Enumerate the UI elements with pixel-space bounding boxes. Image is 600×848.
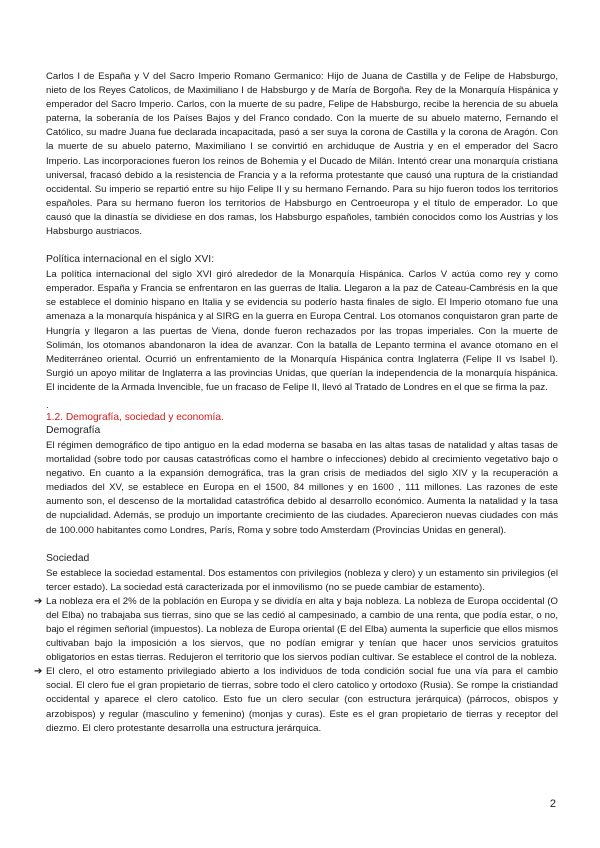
politica-paragraph: La política internacional del siglo XVI giró alrededor de la Monarquía Hispánica. Carlos V actúa como rey y como emperador. España y Francia se enfrentaron en las guerras de Italia. Llegaron a la paz de Cateau-Cambrésis en la que se establece el dominio hispano en Italia y se evidencia su poderío hasta finales de siglo. El Imperio otomano fue una amenaza a la monarquía hispánica y al SIRG en la guerra en Europa Central. Los otomanos conquistaron gran parte de Hungría y llegaron a las puertas de Viena, donde fueron rechazados por las tropas imperiales. Con la muerte de Solimán, los otomanos abandonaron la idea de avanzar. Con la batalla de Lepanto termina el avance otomano en el Mediterráneo oriental. Ocurrió un enfrentamiento de la Monarquía Hispánica contra Inglaterra (Felipe II vs Isabel I). Surgió un apoyo militar de Inglaterra a las provincias Unidas, que querían la independencia de la monarquía hispánica. El incidente de la Armada Invencible, fue un fracaso de Felipe II, llevó al Tratado de Londres en el que se firma la paz. bbox=[46, 269, 558, 393]
demografia-paragraph: El régimen demográfico de tipo antiguo en la edad moderna se basaba en las altas tasas de natalidad y altas tasas de mortalidad (sobre todo por causas catastróficas como el hambre o infecciones) debido al crecimiento vegetativo bajo o negativo. En cuanto a la expansión demográfica, tras la gran crisis de mediados del siglo XIV y la recuperación a mediados del XV, se establece en Europa en el 1500, 84 millones y en 1600 , 111 millones. Las razones de este aumento son, el descenso de la mortalidad catastrófica debido al desarrollo económico. Aumenta la natalidad y la tasa de nupcialidad. Además, se produjo un importante crecimiento de las ciudades. Aparecieron nuevas ciudades con más de 100.000 habitantes como Londres, París, Roma y sobre todo Amsterdam (Provincias Unidas en general). bbox=[46, 439, 558, 536]
politica-heading: Política internacional en el siglo XVI: bbox=[46, 254, 215, 266]
nobleza-paragraph: La nobleza era el 2% de la población en Europa y se dividía en alta y baja nobleza. La nobleza de Europa occidental (O del Elba) no trabajaba sus tierras, sino que se las cedió al campesinado, a cambio de una renta, que podía estar, o no, bajo el régimen señorial (impuestos). La nobleza de Europa oriental (E del Elba) aumenta la superficie que ellos mismos cultivaban bajo la imposición a los siervos, que no podían emigrar y tenían que hacer unos servicios gratuitos obligatorios en estas tierras. Redujeron el territorio que los siervos podían cultivar. Se establece el control de la nobleza. bbox=[46, 595, 558, 664]
sociedad-heading: Sociedad bbox=[46, 552, 90, 564]
demografia-section bbox=[46, 424, 558, 538]
politica-section bbox=[46, 253, 558, 395]
list-item bbox=[34, 665, 558, 735]
clero-paragraph: El clero, el otro estamento privilegiado abierto a los individuos de toda condición social fue una vía para el cambio social. El clero fue el gran propietario de tierras, sobre todo el clero catolico y ortodoxo (Rusia). Se rompe la cristiandad occidental y aparece el clero catolico. Esto fue un clero secular (con estructura jerárquica) (párrocos, obispos y arzobispos) y regular (masculino y femenino) (monjas y curas). Este es el gran propietario de tierras y receptor del diezmo. El clero protestante desarrolla una estructura jerárquica. bbox=[46, 666, 558, 734]
sociedad-section bbox=[34, 552, 558, 736]
demografia-heading: Demografía bbox=[46, 424, 101, 436]
list-item bbox=[34, 595, 558, 665]
section-title: 1.2. Demografía, sociedad y economía. bbox=[46, 411, 224, 423]
intro-paragraph: Carlos I de España y V del Sacro Imperio Romano Germanico: Hijo de Juana de Castilla y de Felipe de Habsburgo, nieto de los Reyes Catolicos, de Maximiliano I de Habsburgo y de María de Borgoña. Rey de la Monarquía Hispánica y emperador del Sacro Imperio. Carlos, con la muerte de su padre, Felipe de Habsburgo, recibe la herencia de su abuela paterna, la soberanía de los Países Bajos y del Franco condado. Con la muerte de su abuelo materno, Fernando el Católico, su madre Juana fue declarada incapacitada, pasó a ser suya la corona de Castilla y la corona de Aragón. Con la muerte de su abuelo paterno, Maximiliano I se convirtió en archiduque de Austria y en el emperador del Sacro Imperio. Las incorporaciones fueron los reinos de Bohemia y el Ducado de Milán. Intentó crear una monarquía cristiana universal, fracasó debido a la resistencia de Francia y a la reforma protestante que causó una ruptura de la cristiandad occidental. Su imperio se repartió entre su hijo Felipe II y su hermano Fernando. Para su hijo fueron todos los territorios españoles. Para su hermano fueron los territorios de Habsburgo en Centroeuropa y el título de emperador. Lo que causó que la dinastía se dividiese en dos ramas, los Habsburgo españoles, también conocidos como los Austrias y los Habsburgo austriacos. bbox=[46, 71, 558, 238]
arrow-bullet-icon: ➔ bbox=[34, 666, 43, 678]
dot-marker: . bbox=[46, 399, 49, 411]
document-page bbox=[34, 70, 558, 736]
page-number: 2 bbox=[549, 798, 556, 810]
intro-section bbox=[46, 70, 558, 239]
sociedad-paragraph: Se establece la sociedad estamental. Dos estamentos con privilegios (nobleza y clero) y un estamento sin privilegios (el tercer estado). La sociedad está caracterizada por el inmovilismo (no se puede cambiar de estamento). bbox=[46, 567, 558, 593]
arrow-bullet-icon: ➔ bbox=[34, 595, 43, 607]
